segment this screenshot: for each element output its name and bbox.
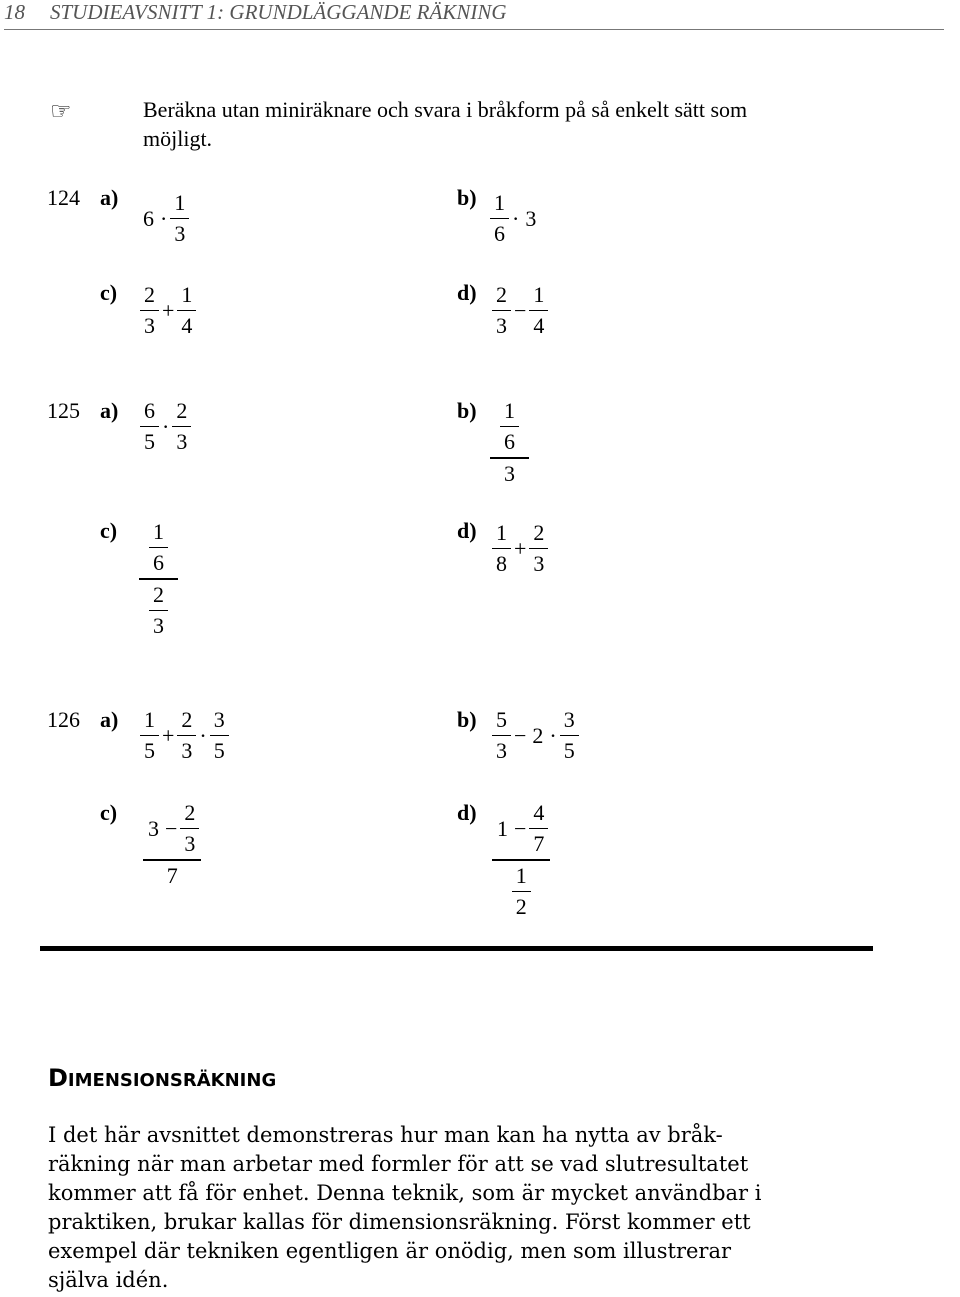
p124a-op: · bbox=[160, 205, 168, 231]
body-line-5: exempel där tekniken egentligen är onödig, men som illustrerar bbox=[48, 1239, 732, 1263]
p126a-op-1: + bbox=[162, 722, 175, 748]
body-line-1: I det här avsnittet demonstreras hur man kan ha nytta av bråk- bbox=[48, 1123, 723, 1147]
p125a-label: a) bbox=[100, 398, 119, 423]
p125d-fraction-1: $\frac{1}{8}$ bbox=[492, 518, 511, 579]
instruction-line-2: möjligt. bbox=[143, 126, 213, 151]
p125b-label: b) bbox=[457, 398, 477, 423]
p125b-inner-fraction: 1 6 bbox=[494, 396, 525, 457]
p126a-fraction-1: $\frac{1}{5}$ bbox=[140, 705, 159, 766]
p125d-expression bbox=[492, 518, 548, 579]
p126d-expression bbox=[492, 798, 550, 922]
problem-number-124: 124 bbox=[47, 185, 80, 210]
p126b-op-2: · bbox=[549, 722, 557, 748]
chapter-title: STUDIEAVSNITT 1: GRUNDLÄGGANDE RÄKNING bbox=[50, 0, 507, 24]
instruction-line-1: Beräkna utan miniräknare och svara i bråkform på så enkelt sätt som bbox=[143, 97, 748, 122]
p126d-label: d) bbox=[457, 800, 477, 825]
problem-number-126: 126 bbox=[47, 707, 80, 732]
p125d-fraction-2: $\frac{2}{3}$ bbox=[529, 518, 548, 579]
p125d-label: d) bbox=[457, 518, 477, 543]
p125a-fraction-1: $\frac{6}{5}$ bbox=[140, 396, 159, 457]
p124a-fraction: $\frac{1}{3}$ bbox=[170, 188, 189, 249]
p124d-op: − bbox=[514, 297, 527, 323]
p124a-whole: 6 bbox=[143, 205, 154, 231]
p125b-expression bbox=[494, 396, 525, 489]
p125c-compound-fraction bbox=[143, 517, 174, 641]
p126c-expression bbox=[143, 798, 201, 891]
p124a-label: a) bbox=[100, 185, 119, 210]
p126c-numerator: 3 − 2 3 bbox=[143, 798, 201, 859]
p124c-label: c) bbox=[100, 280, 118, 305]
p126a-expression bbox=[140, 705, 229, 766]
p124c-fraction-1: $\frac{2}{3}$ bbox=[140, 280, 159, 341]
section-title: DIMENSIONSRÄKNING bbox=[48, 1064, 277, 1092]
body-line-2: räkning när man arbetar med formler för att se vad slutresultatet bbox=[48, 1152, 749, 1176]
p126b-fraction-1: $\frac{5}{3}$ bbox=[492, 705, 511, 766]
problem-number-125: 125 bbox=[47, 398, 80, 423]
p125a-expression bbox=[140, 396, 191, 457]
p126b-op-1: − bbox=[514, 722, 527, 748]
p124c-fraction-2: $\frac{1}{4}$ bbox=[177, 280, 196, 341]
p124d-fraction-2: $\frac{1}{4}$ bbox=[529, 280, 548, 341]
p126b-label: b) bbox=[457, 707, 477, 732]
p125b-compound-fraction: 1 6 3 bbox=[494, 396, 525, 489]
p125c-label: c) bbox=[100, 518, 118, 543]
p124b-fraction: $\frac{1}{6}$ bbox=[490, 188, 509, 249]
p124a-expression bbox=[140, 188, 189, 249]
p126a-op-2: · bbox=[199, 722, 207, 748]
p124d-fraction-1: $\frac{2}{3}$ bbox=[492, 280, 511, 341]
body-line-6: själva idén. bbox=[48, 1268, 169, 1292]
body-line-4: praktiken, brukar kallas för dimensionsräkning. Först kommer ett bbox=[48, 1210, 751, 1234]
p126c-compound-fraction: 3 − 2 3 7 bbox=[143, 798, 201, 891]
p124b-label: b) bbox=[457, 185, 477, 210]
section-divider bbox=[40, 946, 873, 951]
p126a-fraction-3: $\frac{3}{5}$ bbox=[210, 705, 229, 766]
p126a-label: a) bbox=[100, 707, 119, 732]
p124c-expression bbox=[140, 280, 196, 341]
p126d-denominator: 1 2 bbox=[506, 861, 537, 922]
pointing-hand-icon: ☞ bbox=[50, 99, 72, 125]
p124d-expression bbox=[492, 280, 548, 341]
instruction-text bbox=[143, 95, 843, 153]
p126d-compound-fraction bbox=[492, 798, 550, 922]
p125c-expression bbox=[143, 517, 174, 641]
p124d-label: d) bbox=[457, 280, 477, 305]
p126b-expression bbox=[492, 705, 579, 766]
p126c-label: c) bbox=[100, 800, 118, 825]
p124b-op: · bbox=[512, 205, 520, 231]
p126b-fraction-2: $\frac{3}{5}$ bbox=[560, 705, 579, 766]
body-line-3: kommer att få för enhet. Denna teknik, som är mycket användbar i bbox=[48, 1181, 762, 1205]
p125c-top-fraction: 1 6 bbox=[143, 517, 174, 578]
header-rule bbox=[4, 29, 944, 30]
p125d-op: + bbox=[514, 535, 527, 561]
p125a-fraction-2: $\frac{2}{3}$ bbox=[172, 396, 191, 457]
page-number: 18 bbox=[4, 0, 25, 24]
p124b-whole: 3 bbox=[525, 205, 537, 231]
p126b-whole: 2 bbox=[532, 722, 544, 748]
p126a-fraction-2: $\frac{2}{3}$ bbox=[177, 705, 196, 766]
p125c-bottom-fraction: 2 3 bbox=[143, 580, 174, 641]
p124b-expression bbox=[490, 188, 539, 249]
section-body bbox=[48, 1121, 888, 1295]
p125a-op: · bbox=[162, 413, 170, 439]
p126d-numerator: 1 − 4 7 bbox=[492, 798, 550, 859]
p124c-op: + bbox=[162, 297, 175, 323]
